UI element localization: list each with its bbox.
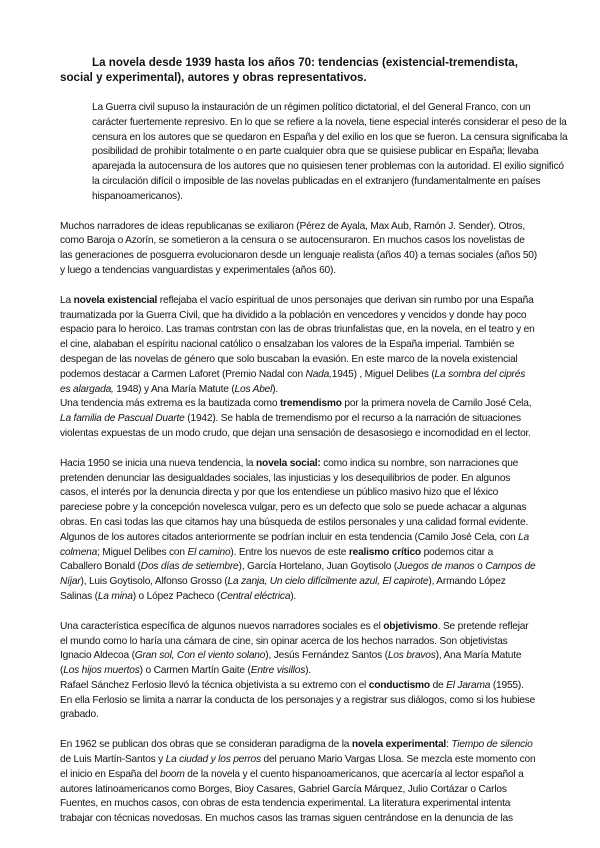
text-line: En ella Ferlosio se limita a narrar la conducta de los personajes y a registrar sus diálogos, como si los hubiese xyxy=(60,694,536,706)
paragraph-tremendismo xyxy=(60,397,545,441)
work-title: La zanja, Un cielo difícilmente azul, El capirote xyxy=(227,576,429,588)
text-line: hispanoamericanos). xyxy=(92,190,183,202)
text-line: como Baroja o Azorín, se sometieron a la censura o se autocensuraron. En muchos casos los novelistas de xyxy=(60,235,525,247)
text-line: el mundo como lo haría una cámara de cine, sin opinar acerca de los hechos narrados. Son objetivistas xyxy=(60,635,508,647)
text-line: Hacia 1950 se inicia una nueva tendencia, la novela social: como indica su nombre, son narraciones que xyxy=(60,457,519,469)
work-title: Los Abel xyxy=(234,383,273,395)
text-line: censura en los autores que se quedaron en España y del exilio en los que se fueron. La censura significaba la xyxy=(92,131,568,143)
text-line: trabajar con técnicas novedosas. En muchos casos las tramas siguen centrándose en la denuncia de las xyxy=(60,813,513,825)
text-line: grabado. xyxy=(60,709,99,721)
text-line: violentas expuestas de un modo crudo, que dejan una sensación de desasosiego e incomodidad en el lector. xyxy=(60,427,531,439)
text-line: espacio para lo heroico. Las tramas contrstan con las de obras triunfalistas que, en la novela, en el teatro y en xyxy=(60,324,535,336)
text-line: la circulación difícil o imposible de las novelas publicadas en el extranjero (fundamentalmente en países xyxy=(92,175,541,187)
work-title: El camino xyxy=(187,546,231,558)
text-line: colmena; Miguel Delibes con El camino). Entre los nuevos de este realismo crítico podemos citar a xyxy=(60,546,494,558)
text-line: podemos destacar a Carmen Laforet (Premio Nadal con Nada,1945) , Miguel Delibes (La sombra del ciprés xyxy=(60,368,526,380)
work-title: La familia de Pascual Duarte xyxy=(60,413,185,425)
term-conductismo: conductismo xyxy=(368,679,430,691)
text-line: casos, el interés por la denuncia directa y por que los entendiese un público masivo hizo que el léxico xyxy=(60,487,499,499)
work-title: La sombra del ciprés xyxy=(434,368,526,380)
text-line: autores latinoamericanos como Borges, Bioy Casares, Gabriel García Márquez, Julio Cortázar o Carlos xyxy=(60,783,507,795)
term-tremendismo: tremendismo xyxy=(279,398,342,410)
term-objetivismo: objetivismo xyxy=(383,620,438,632)
text-line: despegan de las novelas de género que solo buscaban la evasión. En este marco de la novela existencial xyxy=(60,353,518,365)
text-line: pareciese pobre y la concepción novelesca vulgar, pero es un defecto que solo se puede achacar a algunas xyxy=(60,502,527,514)
text-line: Muchos narradores de ideas republicanas se exiliaron (Pérez de Ayala, Max Aub, Ramón J. Sender). Otros, xyxy=(60,220,526,232)
text-line: es alargada, 1948) y Ana María Matute (Los Abel). xyxy=(60,383,279,395)
document-title: La novela desde 1939 hasta los años 70: tendencias (existencial-tremendista, social y experimental), autores y obras representativos. xyxy=(60,56,518,84)
document-body xyxy=(60,101,568,827)
work-title: La xyxy=(518,531,530,543)
paragraph-experimental-novel xyxy=(60,738,545,827)
work-title: El Jarama xyxy=(446,679,491,691)
paragraph-conductismo xyxy=(60,679,545,723)
text-line: La familia de Pascual Duarte (1942). Se habla de tremendismo por el recurso a la narración de situaciones xyxy=(60,413,521,425)
text-line: posibilidad de prohibir totalmente o en parte cualquier obra que se quisiese publicar en España; llevaba xyxy=(92,146,539,158)
paragraph-social-novel xyxy=(60,457,545,605)
text-line: pretenden denunciar las desigualdades sociales, las injusticias y los desequilibrios de poder. En algunos xyxy=(60,472,511,484)
paragraph-objectivism xyxy=(60,620,545,679)
text-line: carácter fuertemente represivo. En lo que se refiere a la novela, tiene especial interés considerar el peso de la xyxy=(92,116,567,128)
text-line: de Luis Martín-Santos y La ciudad y los perros del peruano Mario Vargas Llosa. Se mezcla este momento con xyxy=(60,754,536,766)
term-novela-experimental: novela experimental xyxy=(351,739,447,751)
work-title: Dos días de setiembre xyxy=(140,561,239,573)
text-line: Fuentes, en muchos casos, con obras de esta tendencia experimental. La literatura experimental intenta xyxy=(60,798,511,810)
text-line: las generaciones de posguerra evolucionaron desde un lenguaje realista (años 40) a temas sociales (años 50) xyxy=(60,250,537,262)
text-line: el inicio en España del boom de la novela y el cuento hispanoamericanos, que acercaría al lector español a xyxy=(60,768,524,780)
text-line: Níjar), Luis Goytisolo, Alfonso Grosso (La zanja, Un cielo difícilmente azul, El capirote), Armando López xyxy=(60,576,506,588)
paragraph-existential-novel xyxy=(60,294,545,398)
work-title: es alargada, xyxy=(60,383,114,395)
work-title: Campos de xyxy=(485,561,536,573)
text-line: y luego a tendencias vanguardistas y experimentales (años 60). xyxy=(60,264,336,276)
text-line: Una característica específica de algunos nuevos narradores sociales es el objetivismo. Se pretende reflejar xyxy=(60,620,529,632)
work-title: Gran sol, Con el viento solano xyxy=(134,650,266,662)
text-line: La Guerra civil supuso la instauración de un régimen político dictatorial, el del General Franco, con un xyxy=(92,102,531,113)
work-title: Central eléctrica xyxy=(220,590,291,602)
work-title: Níjar xyxy=(60,576,81,588)
text-line: Rafael Sánchez Ferlosio llevó la técnica objetivista a su extremo con el conductismo de El Jarama (1955). xyxy=(60,679,524,691)
text-line: Caballero Bonald (Dos días de setiembre), García Hortelano, Juan Goytisolo (Juegos de manos o Campos de xyxy=(60,561,536,573)
text-line: obras. En casi todas las que citamos hay una búsqueda de estilos personales y una calidad formal evidente. xyxy=(60,516,529,528)
term-boom: boom xyxy=(159,768,185,780)
work-title: Nada, xyxy=(305,368,332,380)
text-line: aparejada la autocensura de los autores que no quisiesen tener problemas con la autoridad. El exilio significó xyxy=(92,161,564,173)
paragraph-civil-war-censorship xyxy=(60,101,568,205)
term-novela-existencial: novela existencial xyxy=(73,294,158,306)
text-line: Salinas (La mina) o López Pacheco (Central eléctrica). xyxy=(60,590,297,602)
work-title: La mina xyxy=(97,590,133,602)
work-title: colmena xyxy=(60,546,98,558)
work-title: Los hijos muertos xyxy=(63,665,140,677)
work-title: Entre visillos xyxy=(250,665,306,677)
term-novela-social: novela social: xyxy=(256,457,321,469)
paragraph-exile xyxy=(60,220,545,279)
text-line: Ignacio Aldecoa (Gran sol, Con el viento solano), Jesús Fernández Santos (Los bravos), Ana María Matute xyxy=(60,650,522,662)
text-line: traumatizada por la Guerra Civil, que ha dividido a la población en vencedores y vencidos y donde hay poco xyxy=(60,309,527,321)
work-title: Tiempo de silencio xyxy=(451,739,533,751)
work-title: La ciudad y los perros xyxy=(165,754,261,766)
text-line: el cine, alababan el espíritu nacional católico o ensalzaban los valores de la España imperial. También se xyxy=(60,339,515,351)
text-line: (Los hijos muertos) o Carmen Martín Gaite (Entre visillos). xyxy=(60,665,311,677)
term-realismo-critico: realismo crítico xyxy=(348,546,421,558)
text-line: Algunos de los autores citados anteriormente se podrían incluir en esta tendencia (Camilo José Cela, con La xyxy=(60,531,530,543)
work-title: Los bravos xyxy=(387,650,436,662)
text-line: En 1962 se publican dos obras que se consideran paradigma de la novela experimental: Tiempo de silencio xyxy=(60,739,533,751)
text-line: Una tendencia más extrema es la bautizada como tremendismo por la primera novela de Camilo José Cela, xyxy=(60,398,532,410)
text-line: La novela existencial reflejaba el vacío espiritual de unos personajes que derivan sin rumbo por una España xyxy=(60,294,534,306)
work-title: Juegos de manos xyxy=(397,561,475,573)
